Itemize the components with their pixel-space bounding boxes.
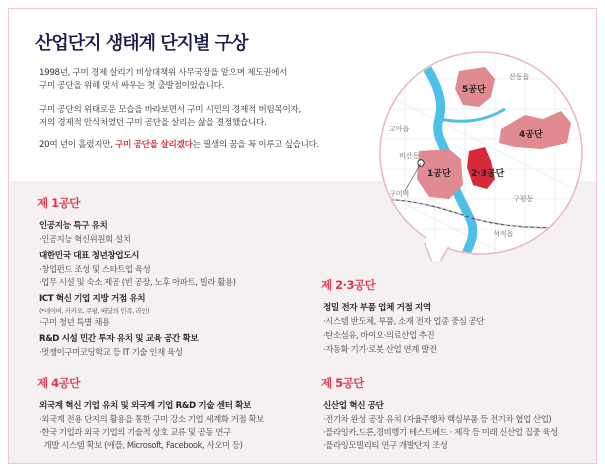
section-5-title: 신산업 혁신 공단 xyxy=(323,401,384,411)
label-gupyeong: 구평동 xyxy=(513,195,534,203)
section-1-group-1-item: ·인공지능 혁신위원회 설치 xyxy=(39,234,131,244)
intro-paragraph-1 xyxy=(39,67,369,93)
section-4-item: ·한국 기업과 외국 기업의 기술적 상호 교류 및 공동 연구 xyxy=(39,427,231,437)
label-complex-4: 4공단 xyxy=(519,130,543,140)
label-complex-1: 1공단 xyxy=(427,169,451,179)
section-23-item: ·시스템 반도체, 부품, 소재 전자 업종 중심 공단 xyxy=(323,316,485,326)
label-complex-23: 2·3공단 xyxy=(471,169,505,179)
label-bisan: 비산동 xyxy=(399,152,420,160)
section-1-group-2-item: ·업무 시설 및 숙소 제공 (빈 공장, 노후 아파트, 빌라 활용) xyxy=(39,277,236,287)
label-seokjeok: 석적읍 xyxy=(493,230,514,238)
section-23-item: ·자동화 기기·로봇 산업 연계 발전 xyxy=(323,344,437,354)
section-4-item: 개발 시스템 확보 (애플, Microsoft, Facebook, 사오미 등) xyxy=(39,440,243,450)
section-1-group-4-item: ·멋쟁이구미코딩학교 등 IT 기술 인재 육성 xyxy=(39,347,183,357)
infographic-frame xyxy=(8,8,597,464)
intro-line: 구미 공단을 위해 맞서 싸우는 첫 출발점이었습니다. xyxy=(39,81,225,91)
section-1-group-3-item: ·구미 청년 특별 채용 xyxy=(39,317,110,327)
page-title: 산업단지 생태계 단지별 구상 xyxy=(35,33,248,54)
intro-line: 구미 공단의 위태로운 모습을 바라보면서 구미 시민의 경제적 버팀목이자, xyxy=(39,105,301,115)
label-goa: 고아읍 xyxy=(389,125,410,133)
intro-line: 저의 경제적 안식처였던 구미 공단을 살리는 삶을 결정했습니다. xyxy=(39,118,267,128)
label-sindong: 산동읍 xyxy=(509,73,530,81)
intro-highlight: 구미 공단을 살리겠다 xyxy=(115,140,193,150)
section-5-heading: 제 5공단 xyxy=(321,376,364,390)
label-complex-5: 5공단 xyxy=(462,85,486,95)
section-23-item: ·탄소섬유, 바이오·의료산업 추진 xyxy=(323,330,435,340)
intro-text: 20여 년이 흘렀지만, xyxy=(39,140,116,150)
section-5-item: ·플라잉모빌리티 연구 개발단지 조성 xyxy=(323,440,448,450)
intro-paragraph-2 xyxy=(39,104,369,130)
section-23-title: 정밀 전자 부품 업체 거점 지역 xyxy=(323,303,431,313)
section-1-group-2-item: ·창업펀드 조성 및 스타트업 육성 xyxy=(39,264,151,274)
intro-line: 1998년, 구미 경제 살리기 비상대책위 사무국장을 맡으며 제도권에서 xyxy=(39,68,288,78)
section-1-group-4-title: R&D 시설 민간 투자 유치 및 교육 공간 확보 xyxy=(39,334,199,344)
section-4-item: ·외국계 전용 단지의 활용을 통한 구미 강소 기업 세계화 거점 확보 xyxy=(39,414,264,424)
pointer-mask xyxy=(426,235,454,247)
section-4-title: 외국계 혁신 기업 유치 및 외국계 기업 R&D 기술 센터 확보 xyxy=(39,401,251,411)
intro-paragraph-3 xyxy=(39,139,369,152)
section-1-heading: 제 1공단 xyxy=(37,196,80,210)
label-gumi-station: 구미역 xyxy=(389,190,410,198)
section-1-group-3-note: (*네이버, 카카오, 쿠팡, 배달의 민족, 라인) xyxy=(39,307,150,315)
section-5-item: ·전기차 완성 공장 유치 (자율주행차 핵심부품 등 전기차 협업 산업) xyxy=(323,414,552,424)
industrial-complex-map xyxy=(375,49,587,261)
section-23-heading: 제 2·3공단 xyxy=(321,278,376,292)
section-4-heading: 제 4공단 xyxy=(37,376,80,390)
section-1-group-3-title: ICT 혁신 기업 지방 거점 유치 xyxy=(39,294,146,304)
map-svg xyxy=(375,49,587,261)
section-1-group-2-title: 대한민국 대표 청년창업도시 xyxy=(39,251,140,261)
section-5-item: ·플라잉카,드론,경비행기 테스트베드 · 제작 등 미래 신산업 집중 육성 xyxy=(323,427,558,437)
intro-text: 는 필생의 꿈을 꼭 이루고 싶습니다. xyxy=(192,140,320,150)
section-1-group-1-title: 인공지능 특구 유치 xyxy=(39,221,108,231)
